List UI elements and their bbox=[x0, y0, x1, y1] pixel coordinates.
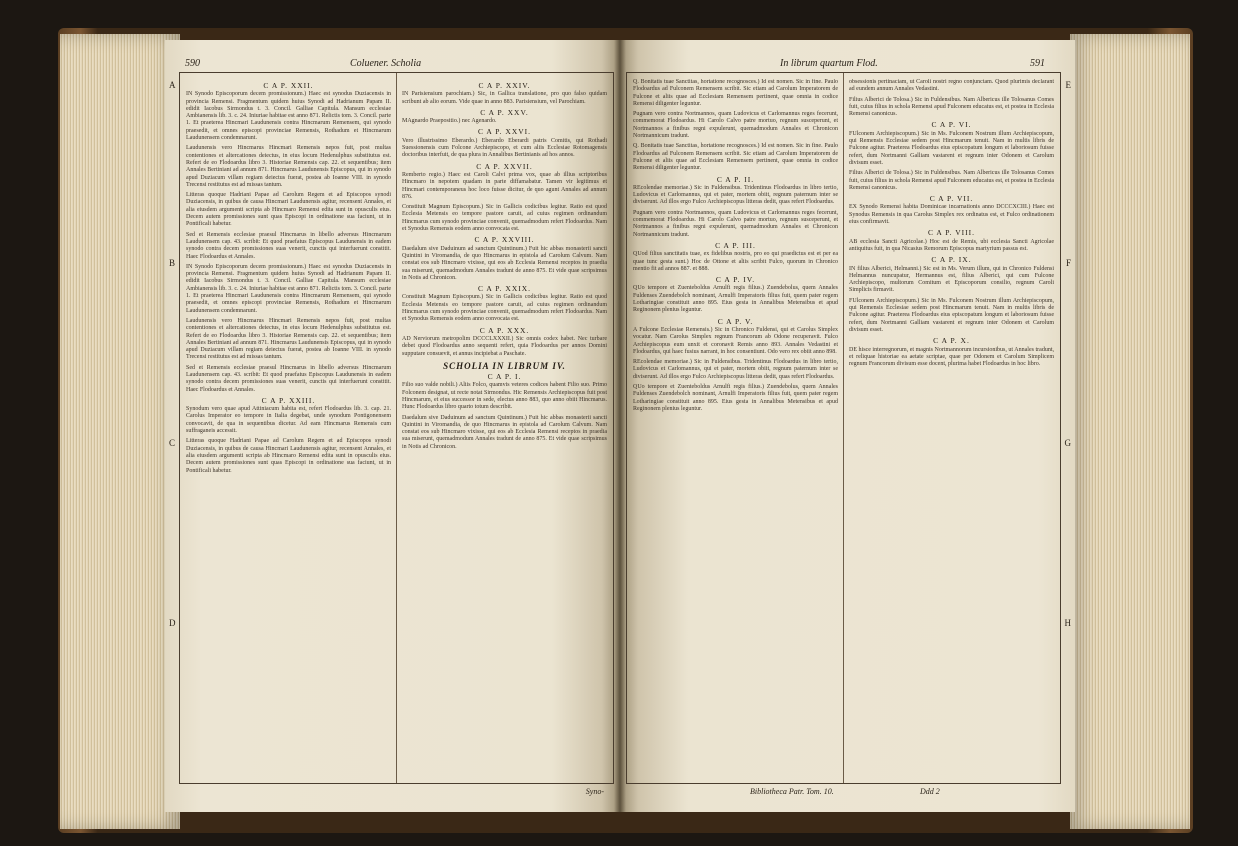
paragraph: Constituit Magnum Episcopum.) Sic in Gallicis codicibus legitur. Ratio est quod Ecclesia Metensis eo tempore pastore caruit, ad cuius regimen ordinandum Hincmarus cum synodo provinciae convenit, quemadmodum refert Flodoardus. Nam et Synodus Remensis eodem anno convocata est. bbox=[402, 204, 607, 233]
paragraph: AB ecclesia Sancti Agricolae.) Hoc est de Remis, ubi ecclesia Sancti Agricolae antiquitus fuit, in qua Nicasius Remorum Episcopus martyrium passus est. bbox=[849, 238, 1054, 252]
margin-letter-d: D bbox=[169, 618, 176, 628]
paragraph: IN Synodo Episcoporum decem promissionum.) Haec est synodus Duziacensis in provincia Remensi. Fragmentum quidem huius Synodi ad Hadrianum Papam II. edidit Iacobus Sirmondus t. 3. Concil. Galliae Capitula. Mansum ecclesiae Ambianensis lib. 3. c. 24. Iniuriae habitae est anno 871. Relictis tom. 3. Concil. parte 1. Et praeterea Hincmari Laudunensis contra Hincmarum Remensem, qui synodo praesedit, et omnes episcopi provinciae Remensis, Rothadum et Hincmarum Laudunensem condemnarunt. bbox=[186, 263, 391, 314]
paragraph: Pugnam vero contra Nortmannos, quam Ludovicus et Carlomannus reges fecerunt, commemorat Flodoardus. Hi Carolo Calvo patre mortuo, regnum susceperunt, et Nortmannos a finibus regni expulerunt, quemadmodum Annales et Chronicon Nortmannicum tradunt. bbox=[633, 111, 838, 140]
right-page bbox=[620, 40, 1075, 812]
right-column-1 bbox=[633, 79, 838, 779]
heading: C A P. XXVIII. bbox=[474, 235, 535, 245]
left-column-1 bbox=[186, 79, 391, 779]
paragraph: Q. Bonitatis tuae Sanctitas, hortatione recognosces.) Id est nomen. Sic in fine. Paulo Flodoardus ad Fulconem Remensem scribit. Sic etiam ad Carolum Imperatorem de Fulcone et aliis quae ad Ecclesiam Remensem pertinent, quae omnia in codice Remensi diligenter leguntur. bbox=[633, 143, 838, 172]
left-running-head bbox=[165, 58, 620, 72]
right-signature-mark: Ddd 2 bbox=[920, 787, 940, 796]
paragraph: Synodum vero quae apud Attiniacum habita est, refert Flodoardus lib. 3. cap. 21. Carolus Imperator eo tempore in Italia degebat, unde synodum Pontigonensem convocavit, de qua in sequentibus dicetur. Ad eam Hincmarus Remensis cum suffraganeis accessit. bbox=[186, 406, 391, 435]
paragraph: Filius Alberici de Tolosa.) Sic in Fuldensibus. Nam Albericus ille Tolosanus Comes fuit, cuius filius in schola Remensi apud Fulconem educatus est, et postea in Ecclesia Remensi canonicus. bbox=[849, 96, 1054, 118]
left-column-2 bbox=[402, 79, 607, 779]
paragraph: DE hisce interregnorum, et magnis Nortmannorum incursionibus, ut Annales tradunt, et reliquae historiae ea aetate scriptae, quae per Odonem et Carolum Simplicem regnum Francorum divisum esse docent, plurima habet Flodoardus in hoc libro. bbox=[849, 346, 1054, 368]
paragraph: Pugnam vero contra Nortmannos, quam Ludovicus et Carlomannus reges fecerunt, commemorat Flodoardus. Hi Carolo Calvo patre mortuo, regnum susceperunt, et Nortmannos a finibus regni expulerunt, quemadmodum Annales et Chronicon Nortmannicum tradunt. bbox=[633, 209, 838, 238]
left-catchword: Syno- bbox=[585, 787, 604, 796]
paragraph: A Fulcone Ecclesiae Remensis.) Sic in Chronico Fuldensi, qui et Carolus Simplex vocatur. Nam Carolus Simplex regnum Francorum ab Odone recuperavit. Fulco Archiepiscopus eum unxit et coronavit Remis anno 893. Annales Vedastini et Flodoardus, qui haec fusius narrant, in hoc consentiunt. Odo vero rex obiit anno 898. bbox=[633, 326, 838, 355]
right-running-head bbox=[620, 58, 1075, 72]
left-column-rule bbox=[396, 73, 397, 783]
heading: C A P. X. bbox=[933, 336, 970, 346]
paragraph: Filius Alberici de Tolosa.) Sic in Fuldensibus. Nam Albericus ille Tolosanus Comes fuit, cuius filius in schola Remensi apud Fulconem educatus est, et postea in Ecclesia Remensi canonicus. bbox=[849, 170, 1054, 191]
paragraph: Filio suo valde nobili.) Aliis Folco, quamvis veteres codices habent Filio suo. Primo Folconem designat, ut recte notat Sirmondus. Hic Remensis Archiepiscopus fuit post Hincmarum, et eius successor in sede, electus anno 883, quo anno obiit Hincmarus. Hunc Flodoardus libro quarto totum describit. bbox=[402, 382, 607, 411]
paragraph: Sed et Remensis ecclesiae praesul Hincmarus in libello adversus Hincmarum Laudunensem cap. 43. scribit: Et quod praefatus Episcopus Laudunensis in eadem synodo contra decem promissiones suas venerit, cunctis qui interfuerunt constitit. Haec Flodoardus et Annales. bbox=[186, 231, 391, 260]
left-text-frame bbox=[179, 72, 614, 784]
right-text-frame bbox=[626, 72, 1061, 784]
paragraph: Litteras quoque Hadriani Papae ad Carolum Regem et ad Episcopos synodi Duziacensis, in quibus de causa Hincmari Laudunensis agitur, recensent Annales, et alia eiusdem argumenti scripta ab Hincmaro Remensi edita sunt in opusculis eius. Decem autem promissiones sunt quas Episcopi in ordinatione sua faciunt, ut in Pontificali habetur. bbox=[186, 192, 391, 228]
right-footer-note: Bibliotheca Patr. Tom. 10. bbox=[750, 787, 834, 796]
heading: C A P. XXX. bbox=[479, 325, 530, 335]
paragraph: Laudunensis vero Hincmarus Hincmari Remensis nepos fuit, post multas contentiones et altercationes deiectus, in eius locum Hedenulphus substitutus est. Refert de eo Flodoardus libro 3. Historiae Remensis cap. 22. et sequentibus; item Annales Bertiniani ad annum 871. Hincmarus Laudunensis Episcopus, qui in synodo apud Duziacum villam regiam deiectus fuerat, postea ab Ioanne VIII. in synodo Trecensi restitutus est ad missas tantum. bbox=[186, 145, 391, 188]
left-page bbox=[165, 40, 620, 812]
paragraph: IN Synodo Episcoporum decem promissionum.) Haec est synodus Duziacensis in provincia Remensi. Fragmentum quidem huius Synodi ad Hadrianum Papam II. edidit Iacobus Sirmondus t. 3. Concil. Galliae Capitula. Mansum ecclesiae Ambianensis lib. 3. c. 24. Iniuriae habitae est anno 871. Relictis tom. 3. Concil. parte 1. Et praeterea Hincmari Laudunensis contra Hincmarum Remensem, qui synodo praesedit, et omnes episcopi provinciae Remensis, Rothadum et Hincmarum Laudunensem condemnarunt. bbox=[186, 91, 391, 142]
book-gutter bbox=[614, 40, 626, 812]
heading: C A P. XXIV. bbox=[478, 81, 531, 90]
heading: C A P. XXIX. bbox=[477, 284, 532, 294]
margin-letter-e: E bbox=[1065, 80, 1071, 90]
paragraph: QUo tempore et Zuenteboldus Arnulfi regis filius.) Zuendebolus, quem Annales Fuldenses Zuendebolch nominant, Arnulfi Imperatoris filius fuit, quem pater regem Lotharingiae constituit anno 895. Eius gesta in Annalibus Metensibus et apud Reginonem plenius leguntur. bbox=[633, 285, 838, 314]
paragraph: REcolendae memoriae.) Sic in Fuldensibus. Tridentinus Flodoardus in libro tertio, Ludovicus et Carlomannus, qui et pater, mortem obiit, regnum paternum inter se diviserunt. Ad illos ergo Fulco Archiepiscopus litteras dedit, quas refert Flodoardus. bbox=[633, 359, 838, 380]
paragraph: IN filius Alberici, Helmanni.) Sic est in Ms. Verum illum, qui in Chronico Fuldensi Helmannus nuncupatur, Hermannus est, filius Alberici, qui cum Fulcone Archiepiscopo, multorum Comitum et Episcoporum consilio, regnum Caroli Simplicis firmavit. bbox=[849, 265, 1054, 294]
paragraph: Remberto regio.) Haec est Caroli Calvi prima vox, quae ab illius scriptoribus Hincmaro in nepotem quadam in parte diffamabatur. Tamen vir legitimus et Hincmari contemporaneus hoc loco fuisse dicitur, de quo agunt Annales ad annum 876. bbox=[402, 171, 607, 200]
heading: C A P. I. bbox=[487, 372, 522, 382]
heading: C A P. IV. bbox=[715, 275, 756, 285]
margin-letter-h: H bbox=[1064, 618, 1071, 628]
margin-letter-g: G bbox=[1064, 438, 1071, 448]
heading: C A P. XXVI. bbox=[477, 127, 532, 137]
margin-letter-c: C bbox=[169, 438, 176, 448]
paragraph: Daedalum sive Daduinum ad sanctum Quintinum.) Fuit hic abbas monasterii sancti Quintini in Viromandia, de quo Hincmarus in epistola ad Carolum Calvum. Nam constat eos sub Hincmaro vixisse, qui eos ab Ecclesia Remensi receptos in praedia sua miserunt, quemadmodum Annales tradunt de anno 875. Et vide quae scripsimus in Notis ad Chronicon. bbox=[402, 414, 607, 450]
margin-letter-f: F bbox=[1065, 258, 1071, 268]
right-column-2 bbox=[849, 79, 1054, 779]
paragraph: obsessionis pertinaciam, ut Caroli nostri regno conjunctam. Quod plurimis declarant ad eundem annum Annales Vedastini. bbox=[849, 79, 1054, 93]
heading: C A P. XXVII. bbox=[476, 161, 533, 171]
right-column-rule bbox=[843, 73, 844, 783]
paragraph: QUod filius sanctitatis tuae, ex fidelibus nostris, pro eo qui praedictus est et per ea quae tunc gesta sunt.) Hoc de Ottone et aliis scribit Fulco, quorum in Chronico mentio fit ad annos 887. et 888. bbox=[633, 251, 838, 272]
paragraph: EX Synodo Remensi habita Dominicae incarnationis anno DCCCXCIII.) Haec est Synodus Remensis in qua Carolus Simplex rex ordinatus est, et Fulco ordinationem eius confirmavit. bbox=[849, 204, 1054, 226]
paragraph: Laudunensis vero Hincmarus Hincmari Remensis nepos fuit, post multas contentiones et altercationes deiectus, in eius locum Hedenulphus substitutus est. Refert de eo Flodoardus libro 3. Historiae Remensis cap. 22. et sequentibus; item Annales Bertiniani ad annum 871. Hincmarus Laudunensis Episcopus, qui in synodo apud Duziacum villam regiam deiectus fuerat, postea ab Ioanne VIII. in synodo Trecensi restitutus est ad missas tantum. bbox=[186, 317, 391, 361]
heading: C A P. XXIII. bbox=[261, 395, 316, 405]
paragraph: Daedalum sive Daduinum ad sanctum Quintinum.) Fuit hic abbas monasterii sancti Quintini in Viromandia, de quo Hincmarus in epistola ad Carolum Calvum. Nam constat eos sub Hincmaro vixisse, qui eos ab Ecclesia Remensi receptos in praedia sua miserunt, quemadmodum Annales tradunt de anno 875. Et vide quae scripsimus in Notis ad Chronicon. bbox=[402, 245, 607, 281]
paragraph: Constituit Magnum Episcopum.) Sic in Gallicis codicibus legitur. Ratio est quod Ecclesia Metensis eo tempore pastore caruit, ad cuius regimen ordinandum Hincmarus cum synodo provinciae convenit, quemadmodum refert Flodoardus. Nam et Synodus Remensis eodem anno convocata est. bbox=[402, 294, 607, 323]
heading: C A P. VII. bbox=[929, 194, 974, 204]
margin-letter-a: A bbox=[169, 80, 176, 90]
heading: C A P. XXII. bbox=[263, 81, 314, 90]
scholia-title: SCHOLIA IN LIBRUM IV. bbox=[443, 360, 566, 371]
paragraph: Vero illustrissimo Eberardo.) Eberardo Eberardi patris Comitis, qui Rothadi Suessionensis cum Folcone Archiepiscopo, et cum aliis Ecclesiae Rotomagensis doctoribus interfuit, de qua plura in Annalibus Bertinianis ad hos annos. bbox=[402, 137, 607, 159]
right-page-number: 591 bbox=[1030, 58, 1045, 69]
paragraph: MAgnardo Praepositio.) nec Agenardo. bbox=[402, 118, 497, 125]
heading: C A P. VI. bbox=[931, 120, 972, 130]
heading: C A P. XXV. bbox=[480, 107, 529, 117]
paragraph: Sed et Remensis ecclesiae praesul Hincmarus in libello adversus Hincmarum Laudunensem cap. 43. scribit: Et quod praefatus Episcopus Laudunensis in eadem synodo contra decem promissiones suas venerit, cunctis qui interfuerunt constitit. Haec Flodoardus et Annales. bbox=[186, 364, 391, 393]
left-head-title: Coluener. Scholia bbox=[350, 58, 422, 69]
paragraph: FUlconem Archiepiscopum.) Sic in Ms. Fulconem Nostrum illum Archiepiscopum, qui Remensis Ecclesiae sedem post Hincmarum tenuit. Nam in multis libris de Fulcone agitur. Praeterea Flodoardus eius episcopatum longum et laboriosum fuisse refert, dum Nortmanni Galliam vastarent et regnum inter Odonem et Carolum divisum esset. bbox=[849, 130, 1054, 166]
left-page-number: 590 bbox=[185, 58, 200, 69]
paragraph: QUo tempore et Zuenteboldus Arnulfi regis filius.) Zuendebolus, quem Annales Fuldenses Zuendebolch nominant, Arnulfi Imperatoris filius fuit, quem pater regem Lotharingiae constituit anno 895. Eius gesta in Annalibus Metensibus et apud Reginonem plenius leguntur. bbox=[633, 383, 838, 412]
paragraph: FUlconem Archiepiscopum.) Sic in Ms. Fulconem Nostrum illum Archiepiscopum, qui Remensis Ecclesiae sedem post Hincmarum tenuit. Nam in multis libris de Fulcone agitur. Praeterea Flodoardus eius episcopatum longum et laboriosum fuisse refert, dum Nortmanni Galliam vastarent et regnum inter Odonem et Carolum divisum esset. bbox=[849, 297, 1054, 333]
margin-letter-b: B bbox=[169, 258, 176, 268]
heading: C A P. IX. bbox=[931, 255, 972, 265]
left-page-stack bbox=[60, 34, 180, 829]
heading: C A P. V. bbox=[717, 316, 754, 326]
heading: C A P. II. bbox=[716, 174, 755, 184]
paragraph: AD Nerviorum metropolim DCCCLXXXII.) Sic omnis codex habet. Nec turbare debet quod Flodoardus anno sequenti refert, quia Flodoardus per annos Domini supputare consuevit, et annus incipiebat a Paschate. bbox=[402, 335, 607, 357]
right-page-stack bbox=[1070, 34, 1190, 829]
paragraph: REcolendae memoriae.) Sic in Fuldensibus. Tridentinus Flodoardus in libro tertio, Ludovicus et Carlomannus, qui et pater, mortem obiit, regnum paternum inter se diviserunt. Ad illos ergo Fulco Archiepiscopus litteras dedit, quas refert Flodoardus. bbox=[633, 184, 838, 206]
paragraph: Q. Bonitatis tuae Sanctitas, hortatione recognosces.) Id est nomen. Sic in fine. Paulo Flodoardus ad Fulconem Remensem scribit. Sic etiam ad Carolum Imperatorem de Fulcone et aliis quae ad Ecclesiam Remensem pertinent, quae omnia in codice Remensi diligenter leguntur. bbox=[633, 79, 838, 107]
right-head-title: In librum quartum Flod. bbox=[780, 58, 878, 69]
paragraph: Litteras quoque Hadriani Papae ad Carolum Regem et ad Episcopos synodi Duziacensis, in quibus de causa Hincmari Laudunensis agitur, recensent Annales, et alia eiusdem argumenti scripta ab Hincmaro Remensi edita sunt in opusculis eius. Decem autem promissiones sunt quas Episcopi in ordinatione sua faciunt, ut in Pontificali habetur. bbox=[186, 438, 391, 474]
heading: C A P. III. bbox=[715, 240, 756, 250]
paragraph: IN Parisiensium parochiam.) Sic, in Gallica translatione, pro quo falso quidam scribunt ab alio eorum. Vide quae in anno 883. Parisiensium, vel Parochiam. bbox=[402, 91, 607, 105]
heading: C A P. VIII. bbox=[927, 228, 976, 238]
